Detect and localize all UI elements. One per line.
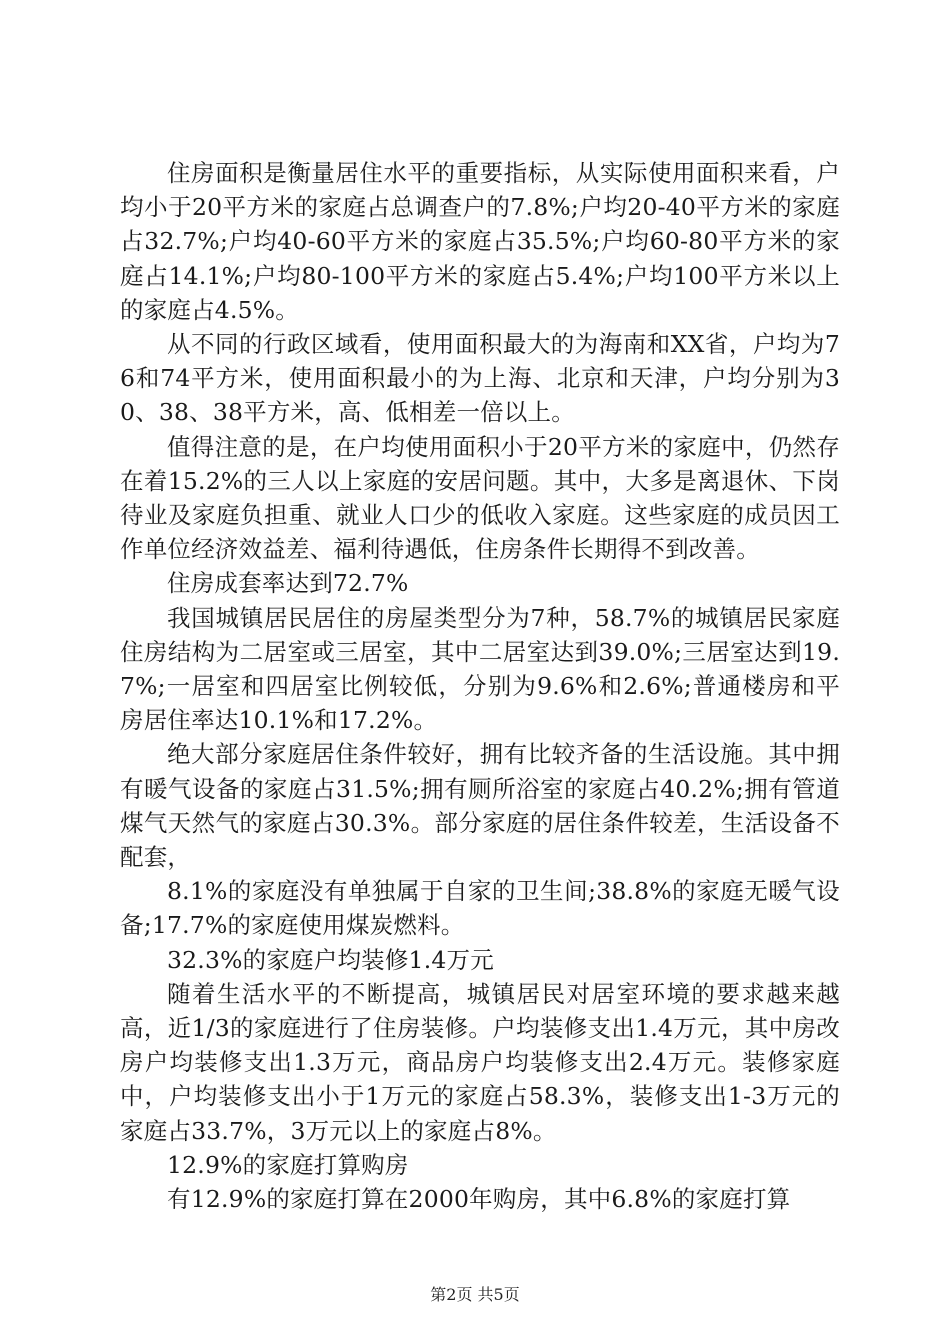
paragraph-lacking-facilities: 8.1%的家庭没有单独属于自家的卫生间;38.8%的家庭无暖气设备;17.7%的家庭使用煤炭燃料。 [120,877,840,940]
section-heading-completeness: 住房成套率达到72.7% [167,569,409,598]
paragraph-small-homes: 值得注意的是，在户均使用面积小于20平方米的家庭中，仍然存在着15.2%的三人以上家庭的安居问题。其中，大多是离退休、下岗待业及家庭负担重、就业人口少的低收入家庭。这些家庭的成员因工作单位经济效益差、福利待遇低，住房条件长期得不到改善。 [120,432,840,564]
document-body [120,156,840,1216]
paragraph-regional: 从不同的行政区域看，使用面积最大的为海南和XX省，户均为76和74平方米，使用面积最小的为上海、北京和天津，户均分别为30、38、38平方米，高、低相差一倍以上。 [120,330,840,427]
paragraph-house-types: 我国城镇居民居住的房屋类型分为7种，58.7%的城镇居民家庭住房结构为二居室或三居室，其中二居室达到39.0%;三居室达到19.7%;一居室和四居室比例较低，分别为9.6%和2.6%;普通楼房和平房居住率达10.1%和17.2%。 [120,603,840,735]
section-heading-renovation: 32.3%的家庭户均装修1.4万元 [167,945,494,974]
section-heading-purchase: 12.9%的家庭打算购房 [167,1150,409,1179]
paragraph-housing-area: 住房面积是衡量居住水平的重要指标，从实际使用面积来看，户均小于20平方米的家庭占总调查户的7.8%;户均20-40平方米的家庭占32.7%;户均40-60平方米的家庭占35.5%;户均60-80平方米的家庭占14.1%;户均80-100平方米的家庭占5.4%;户均100平方米以上的家庭占4.5%。 [120,159,840,324]
page-footer: 第2页 共5页 [430,1285,520,1304]
paragraph-purchase: 有12.9%的家庭打算在2000年购房，其中6.8%的家庭打算 [167,1185,791,1214]
paragraph-renovation: 随着生活水平的不断提高，城镇居民对居室环境的要求越来越高，近1/3的家庭进行了住房装修。户均装修支出1.4万元，其中房改房户均装修支出1.3万元，商品房户均装修支出2.4万元。装修家庭中，户均装修支出小于1万元的家庭占58.3%，装修支出1-3万元的家庭占33.7%，3万元以上的家庭占8%。 [120,979,840,1145]
paragraph-facilities: 绝大部分家庭居住条件较好，拥有比较齐备的生活设施。其中拥有暖气设备的家庭占31.5%;拥有厕所浴室的家庭占40.2%;拥有管道煤气天然气的家庭占30.3%。部分家庭的居住条件较差，生活设备不配套， [120,740,840,872]
